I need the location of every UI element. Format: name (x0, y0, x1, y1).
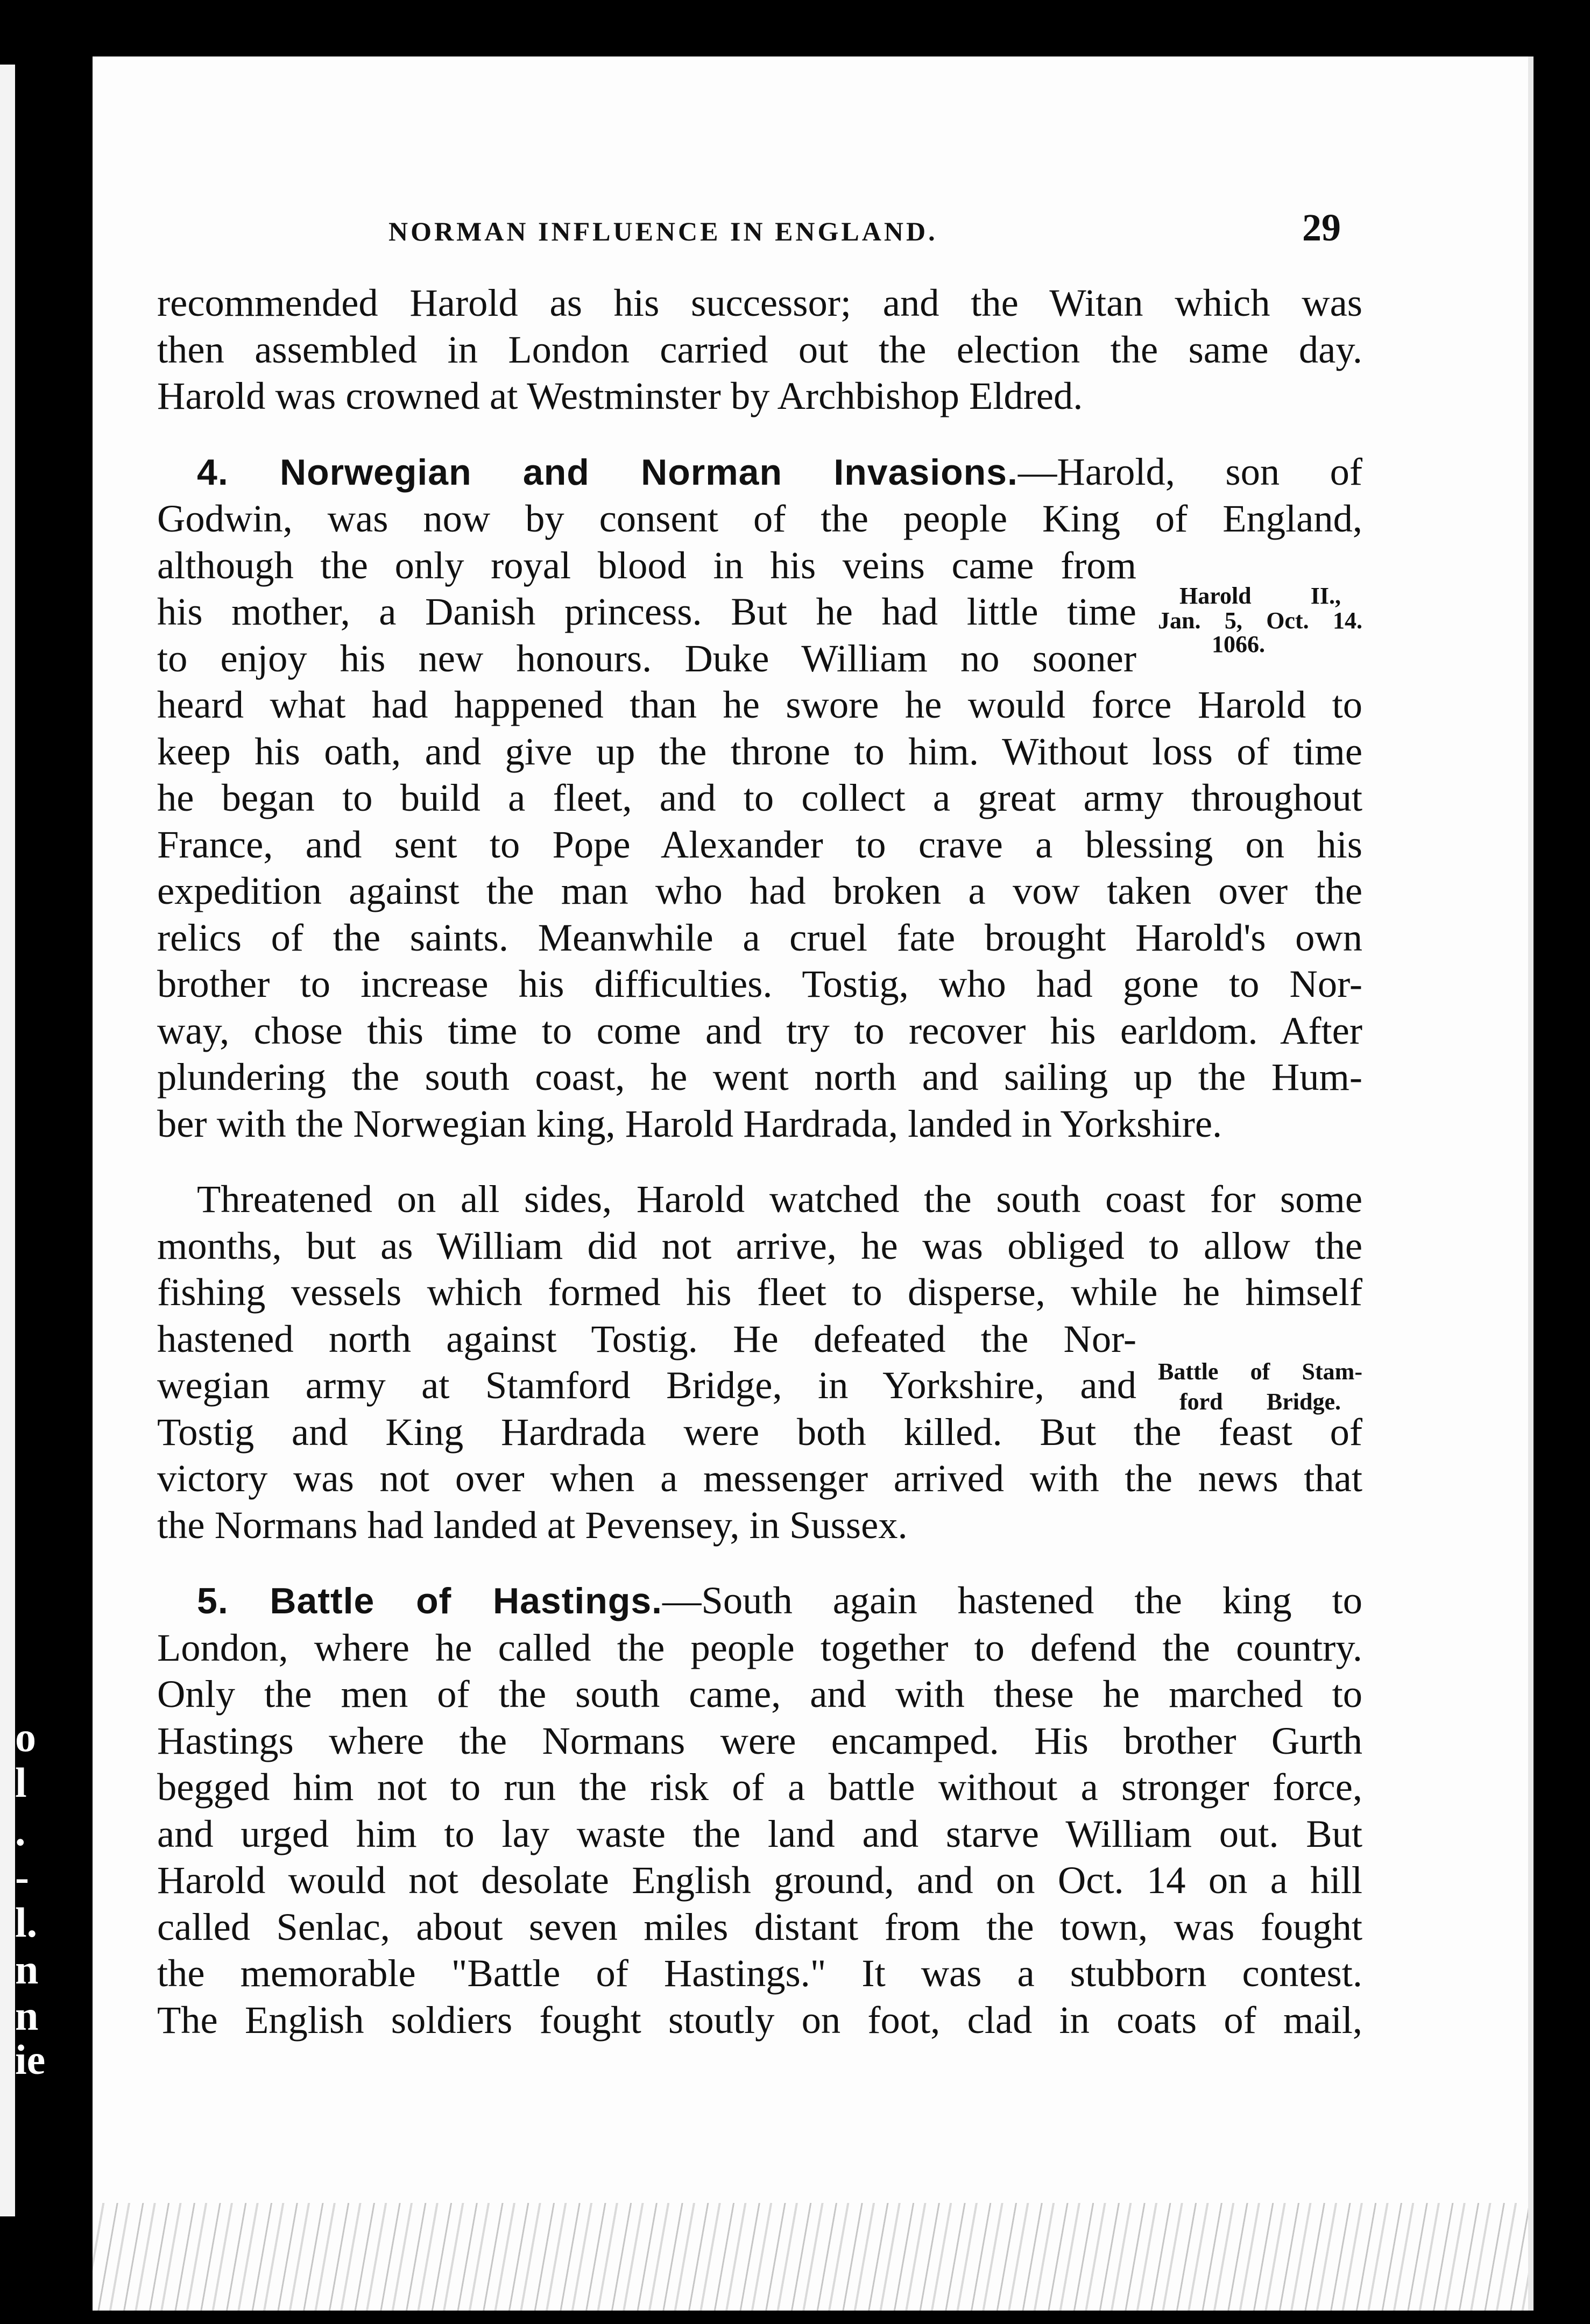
page-number: 29 (1302, 206, 1341, 249)
margin-note-line: Jan. 5, Oct. 14. (1158, 607, 1362, 634)
text-line (157, 449, 1362, 496)
text-line: Tostig and King Hardrada were both killed. But the feast of (157, 1409, 1362, 1454)
text-line (157, 1577, 1362, 1625)
text-line: heard what had happened than he swore he would force Harold to (157, 683, 1362, 726)
section-5-battle-of-hastings (157, 1577, 1362, 2043)
text-line: the Normans had landed at Pevensey, in Sussex. (157, 1503, 908, 1547)
page-edge (0, 65, 15, 2216)
text-line: Harold would not desolate English ground, and on Oct. 14 on a hill (157, 1858, 1362, 1902)
margin-note-line: Harold II., (1179, 582, 1341, 609)
margin-note-line: 1066. (1212, 631, 1265, 657)
bleed-through-char: l. (15, 1899, 38, 1946)
text-line: he began to build a fleet, and to collect a great army throughout (157, 776, 1362, 819)
bleed-through-char: - (15, 1853, 29, 1900)
bleed-through-char: n (15, 1992, 39, 2039)
text-line: Harold was crowned at Westminster by Archbishop Eldred. (157, 374, 1083, 417)
text-line: and urged him to lay waste the land and starve William out. But (157, 1811, 1362, 1855)
text-line: Threatened on all sides, Harold watched the south coast for some (197, 1177, 1362, 1221)
text-line: Only the men of the south came, and with these he marched to (157, 1672, 1362, 1716)
text-line: then assembled in London carried out the election the same day. (157, 327, 1362, 371)
text-line: wegian army at Stamford Bridge, in Yorkshire, and (157, 1363, 1136, 1407)
text-line: called Senlac, about seven miles distant from the town, was fought (157, 1904, 1362, 1949)
text-line: begged him not to run the risk of a battle without a stronger force, (157, 1765, 1362, 1809)
text-line: Hastings where the Normans were encamped. His brother Gurth (157, 1718, 1362, 1762)
text-line: to enjoy his new honours. Duke William no sooner (157, 636, 1136, 680)
text-line: his mother, a Danish princess. But he had little time (157, 590, 1136, 633)
paragraph-succession (157, 280, 1362, 420)
bleed-through-char: l (15, 1759, 27, 1806)
text-line: France, and sent to Pope Alexander to crave a blessing on his (157, 822, 1362, 866)
text-line-with-note (157, 542, 1362, 609)
section-4-norwegian-norman-invasions (157, 449, 1362, 1147)
section-heading: 5. Battle of Hastings. (197, 1581, 663, 1621)
text-line: ber with the Norwegian king, Harold Hardrada, landed in Yorkshire. (157, 1101, 1222, 1145)
text-line: recommended Harold as his successor; and the Witan which was (157, 281, 1362, 324)
text-line: Godwin, was now by consent of the people King of England, (157, 497, 1362, 540)
text-line: hastened north against Tostig. He defeated the Nor- (157, 1316, 1136, 1361)
scan-left-margin (0, 0, 93, 2324)
bleed-through-char: o (15, 1713, 36, 1760)
text-line: expedition against the man who had broken a vow taken over the (157, 869, 1362, 912)
bleed-through-char: n (15, 1946, 39, 1993)
text-line: the memorable "Battle of Hastings." It was a stubborn contest. (157, 1951, 1362, 1995)
text-line-with-note (157, 635, 1362, 682)
book-page (93, 56, 1534, 2311)
margin-note-line: Battle of Stam- (1158, 1358, 1362, 1385)
text-line: The English soldiers fought stoutly on foot, clad in coats of mail, (157, 1997, 1362, 2042)
text-line: victory was not over when a messenger arrived with the news that (157, 1456, 1362, 1500)
bleed-through-char: . (15, 1808, 26, 1854)
text-run: —Harold, son of (1017, 449, 1363, 493)
running-title: NORMAN INFLUENCE IN ENGLAND. (388, 216, 938, 246)
text-line: although the only royal blood in his veins came from (157, 543, 1136, 587)
text-line: fishing vessels which formed his fleet to disperse, while he himself (157, 1270, 1362, 1314)
text-line: months, but as William did not arrive, he was obliged to allow the (157, 1223, 1362, 1267)
text-line: relics of the saints. Meanwhile a cruel fate brought Harold's own (157, 915, 1362, 959)
paragraph-stamford-bridge (157, 1176, 1362, 1548)
page-text (157, 204, 1362, 2043)
text-line: brother to increase his difficulties. Tostig, who had gone to Nor- (157, 962, 1362, 1005)
text-line: keep his oath, and give up the throne to him. Without loss of time (157, 729, 1362, 773)
section-heading: 4. Norwegian and Norman Invasions. (197, 451, 1018, 493)
text-line: London, where he called the people together to defend the country. (157, 1625, 1362, 1669)
margin-note-line: ford Bridge. (1179, 1388, 1341, 1415)
bleed-through-char: ie (15, 2036, 46, 2083)
running-head (157, 204, 1362, 280)
text-line: plundering the south coast, he went north and sailing up the Hum- (157, 1055, 1362, 1099)
text-line: way, chose this time to come and try to recover his earldom. After (157, 1008, 1362, 1052)
text-run: —South again hastened the king to (662, 1578, 1363, 1622)
